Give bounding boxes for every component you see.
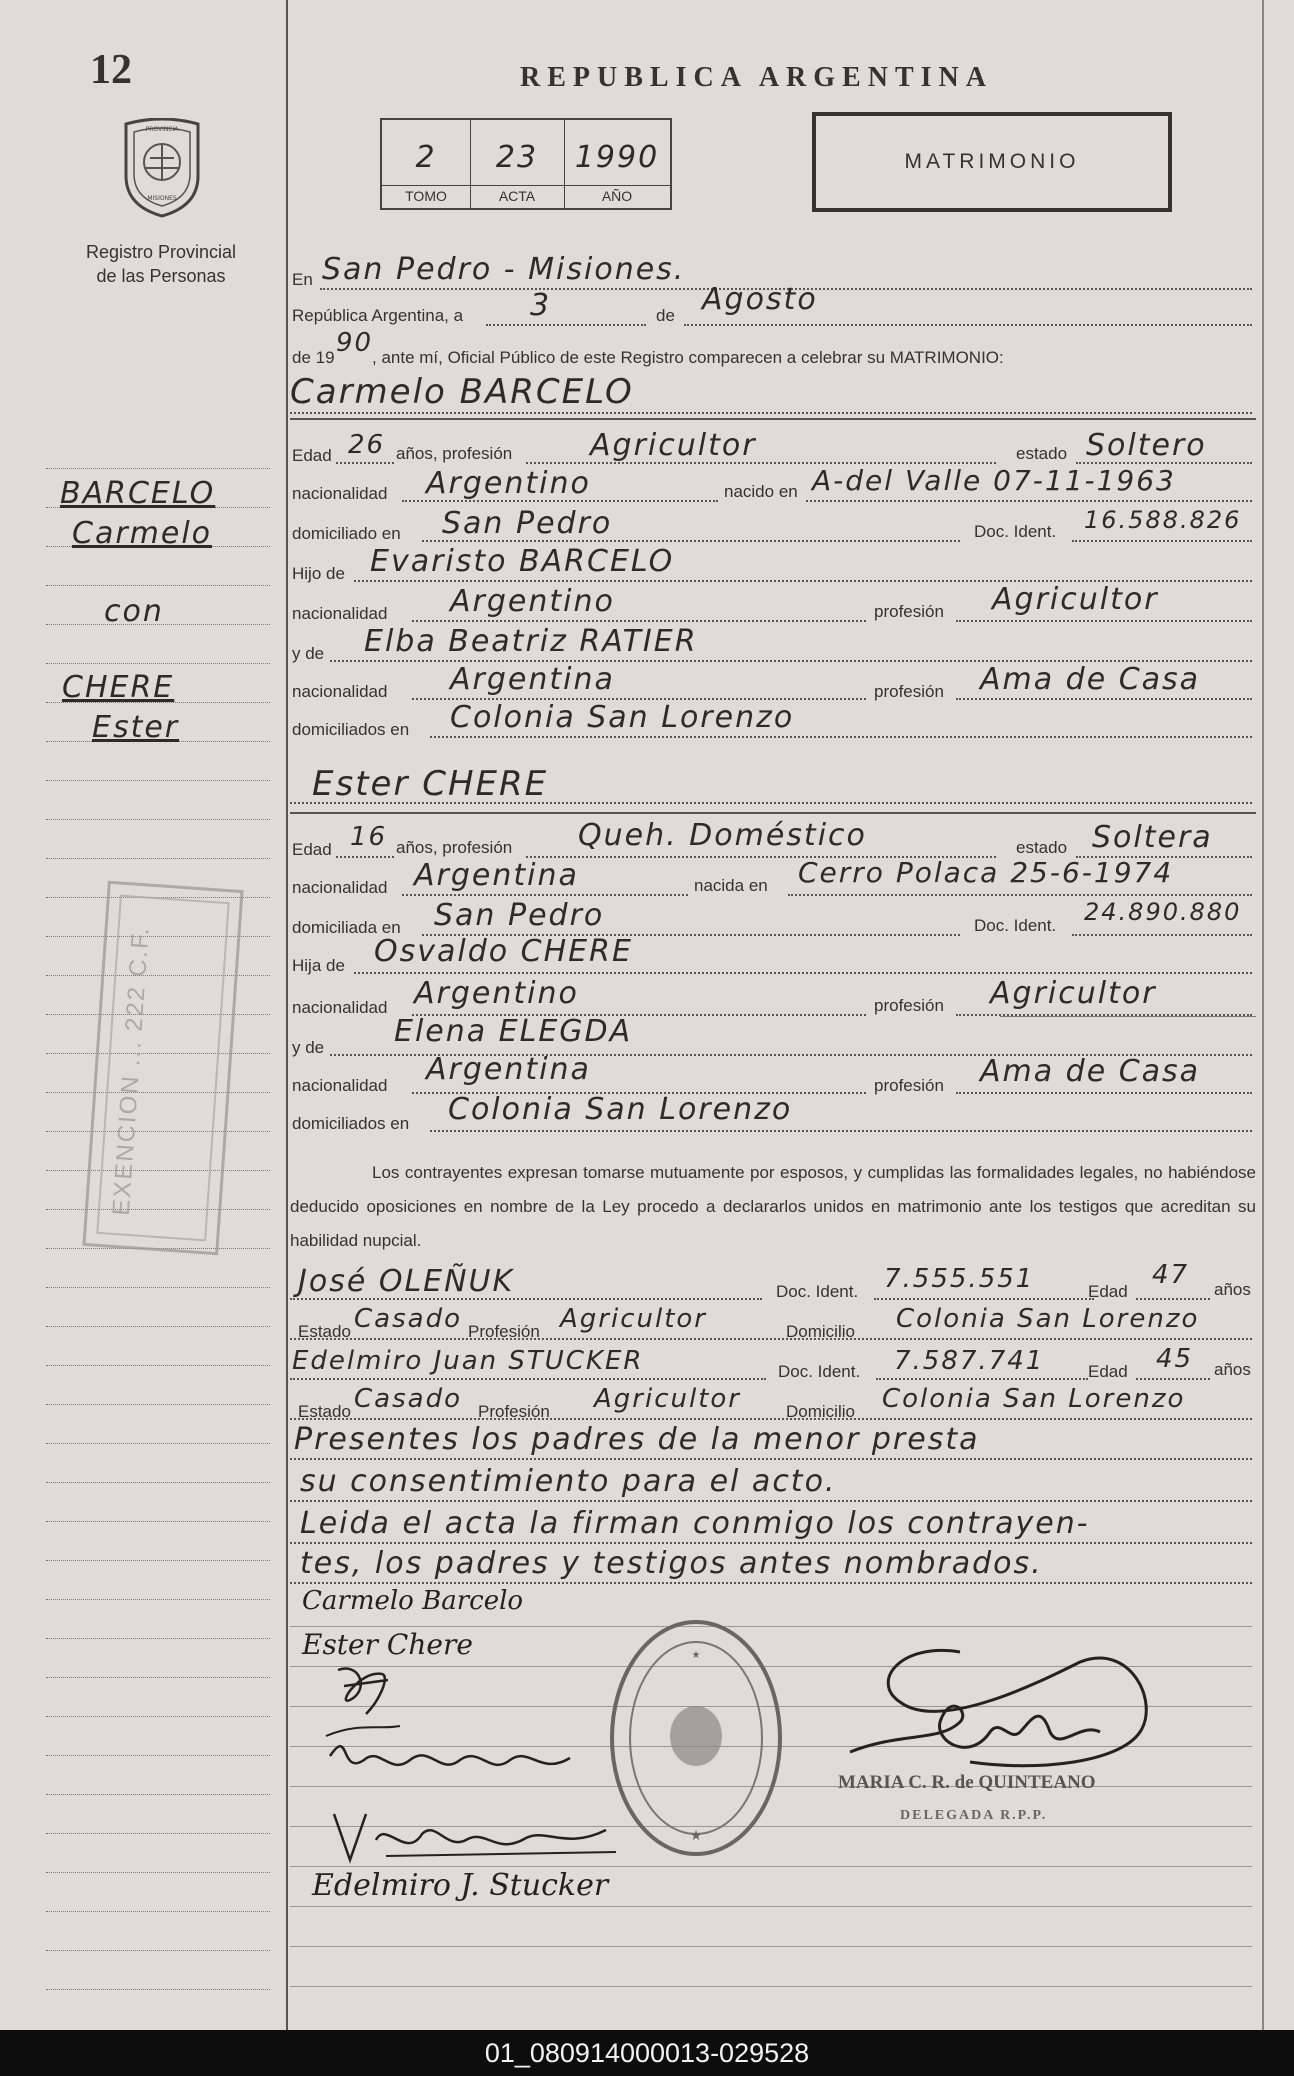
witness2-edad-label: Edad (1088, 1362, 1128, 1381)
margin-dotted-line (46, 585, 270, 586)
note-row-4 (290, 1544, 1256, 1584)
margin-dotted-line (46, 819, 270, 820)
bride-mother-nat-row (290, 1052, 1256, 1096)
groom-nacido: A-del Valle 07-11-1963 (812, 464, 1176, 497)
groom-father-nat-row (290, 584, 1256, 624)
margin-dotted-line (46, 1872, 270, 1873)
bride-name-row (290, 762, 1256, 808)
margin-con: con (104, 594, 164, 629)
groom-madre: Elba Beatriz RATIER (364, 624, 698, 659)
witness1-profesion: Agricultor (560, 1304, 707, 1334)
registry-name-line-1: Registro Provincial (85, 242, 237, 262)
bride-padre-nac: Argentino (414, 976, 579, 1011)
margin-dotted-line (46, 1326, 270, 1327)
witness2-name: Edelmiro Juan STUCKER (292, 1346, 644, 1376)
groom-anos-label: años, profesión (396, 444, 513, 463)
note-row-1 (290, 1420, 1256, 1460)
margin-dotted-line (46, 1950, 270, 1951)
bride-profesion: Queh. Doméstico (578, 818, 867, 853)
intro-day: 3 (530, 288, 552, 323)
intro-month: Agosto (702, 282, 818, 317)
bride-doc: 24.890.880 (1084, 898, 1242, 926)
tomo-value: 2 (415, 140, 437, 175)
svg-text:★: ★ (689, 1828, 703, 1844)
note-line-3: Leida el acta la firman conmigo los contrayen- (300, 1506, 1090, 1541)
provincial-seal-icon (118, 118, 206, 218)
margin-dotted-line (46, 1560, 270, 1561)
bride-name: Ester CHERE (312, 764, 549, 804)
groom-name-row (290, 370, 1256, 416)
bride-nationality-row (290, 856, 1256, 900)
witness2-doc: 7.587.741 (894, 1346, 1045, 1376)
margin-dotted-line (46, 1638, 270, 1639)
svg-text:★: ★ (691, 1650, 701, 1661)
groom-name: Carmelo BARCELO (290, 372, 634, 412)
bride-padre: Osvaldo CHERE (374, 934, 633, 969)
de-label: de (656, 306, 675, 325)
margin-dotted-line (46, 1404, 270, 1405)
groom-nationality-row (290, 466, 1256, 506)
margin-dotted-line (46, 1989, 270, 1990)
bride-father-row (290, 934, 1256, 978)
groom-doc: 16.588.826 (1084, 506, 1242, 534)
exemption-stamp-text: EXENCION ... 222 C.F. (107, 925, 155, 1217)
ano-cell (564, 120, 670, 208)
witness2-profesion: Agricultor (594, 1384, 741, 1414)
witness1-edad-label: Edad (1088, 1282, 1128, 1301)
bride-domicilio: San Pedro (434, 898, 605, 933)
year-prefix: de 19 (292, 348, 335, 367)
official-name: MARIA C. R. de QUINTEANO (838, 1772, 1096, 1793)
margin-name1-given: Carmelo (72, 516, 213, 551)
groom-mother-nat-row (290, 662, 1256, 702)
bride-edad: 16 (350, 822, 388, 852)
groom-domicile-row (290, 506, 1256, 546)
witness2-anos-label: años (1214, 1360, 1251, 1379)
intro-statement-row (290, 328, 1256, 374)
margin-dotted-line (46, 1287, 270, 1288)
bride-madre-label: y de (292, 1038, 325, 1057)
witness1-doc-label: Doc. Ident. (776, 1282, 859, 1301)
signature-groom: Carmelo Barcelo (302, 1586, 524, 1616)
signature-ruling-line (290, 1906, 1252, 1907)
bride-padre-prof-label: profesión (874, 996, 944, 1015)
tomo-cell (382, 120, 471, 208)
margin-dotted-line (46, 1833, 270, 1834)
bride-nacida-label: nacida en (694, 876, 768, 895)
tomo-label: TOMO (382, 185, 470, 204)
margin-dotted-line (46, 468, 270, 469)
note-row-3 (290, 1504, 1256, 1544)
official-seal-icon (608, 1618, 784, 1858)
bride-padres-dom-label: domiciliados en (292, 1114, 410, 1133)
groom-madre-prof-label: profesión (874, 682, 944, 701)
ano-label: AÑO (564, 185, 670, 204)
signature-bride: Ester Chere (302, 1628, 473, 1661)
witness2-details-row (290, 1380, 1256, 1420)
groom-profesion: Agricultor (590, 428, 757, 463)
witness1-edad: 47 (1152, 1260, 1190, 1290)
bride-top-rule (290, 812, 1256, 814)
groom-madre-nac-label: nacionalidad (292, 682, 388, 701)
bride-parents-domicile-row (290, 1092, 1256, 1136)
margin-dotted-line (46, 663, 270, 664)
margin-dotted-line (46, 1677, 270, 1678)
seal-top-text: PROVINCIA (145, 126, 179, 133)
signature-scribble-2 (320, 1716, 580, 1786)
bride-madre: Elena ELEGDA (394, 1014, 633, 1049)
ano-value: 1990 (574, 140, 660, 175)
intro-place: San Pedro - Misiones. (322, 252, 686, 287)
margin-name2-surname: CHERE (62, 670, 175, 705)
official-signature-scribble (840, 1622, 1170, 1792)
margin-dotted-line (46, 1911, 270, 1912)
bride-doc-label: Doc. Ident. (974, 916, 1057, 935)
groom-nac-label: nacionalidad (292, 484, 388, 503)
acta-cell (470, 120, 565, 208)
bride-nacida: Cerro Polaca 25-6-1974 (798, 856, 1174, 889)
groom-padres-dom: Colonia San Lorenzo (450, 700, 795, 735)
witness2-dom-label: Domicilio (786, 1402, 855, 1421)
bride-madre-prof: Ama de Casa (980, 1054, 1201, 1089)
bride-estado-label: estado (1016, 838, 1068, 857)
margin-dotted-line (46, 1482, 270, 1483)
note-line-1: Presentes los padres de la menor presta (294, 1422, 980, 1457)
groom-nacido-label: nacido en (724, 482, 798, 501)
witness2-domicilio: Colonia San Lorenzo (882, 1384, 1186, 1414)
bride-madre-prof-label: profesión (874, 1076, 944, 1095)
bride-estado: Soltera (1092, 820, 1213, 855)
groom-padre-label: Hijo de (292, 564, 345, 583)
bride-padre-label: Hija de (292, 956, 345, 975)
record-box (380, 118, 672, 210)
bride-nac-label: nacionalidad (292, 878, 388, 897)
margin-dotted-line (46, 858, 270, 859)
groom-estado-label: estado (1016, 444, 1068, 463)
witness1-estado-label: Estado (298, 1322, 351, 1341)
note-line-2: su consentimiento para el acto. (300, 1464, 837, 1499)
groom-edad: 26 (348, 430, 386, 460)
margin-dotted-line (46, 1794, 270, 1795)
exemption-stamp (82, 881, 243, 1256)
witness1-anos-label: años (1214, 1280, 1251, 1299)
page-number: 12 (90, 47, 132, 93)
signature-scribble-1 (330, 1660, 400, 1720)
signature-witness2: Edelmiro J. Stucker (312, 1868, 609, 1903)
groom-padre-prof: Agricultor (992, 582, 1159, 617)
note-line-4: tes, los padres y testigos antes nombrados. (300, 1546, 1043, 1581)
registry-name (56, 240, 266, 288)
margin-dotted-line (46, 1599, 270, 1600)
groom-mother-row (290, 622, 1256, 662)
groom-age-row (290, 426, 1256, 466)
witness1-prof-label: Profesión (468, 1322, 540, 1341)
record-type: MATRIMONIO (812, 112, 1172, 212)
groom-dom-label: domiciliado en (292, 524, 401, 543)
witness2-estado-label: Estado (298, 1402, 351, 1421)
margin-name1-surname: BARCELO (60, 476, 216, 511)
witness1-domicilio: Colonia San Lorenzo (896, 1304, 1200, 1334)
bride-padre-nac-label: nacionalidad (292, 998, 388, 1017)
witness1-dom-label: Domicilio (786, 1322, 855, 1341)
note-row-2 (290, 1462, 1256, 1502)
witness1-estado: Casado (354, 1304, 462, 1334)
bride-father-nat-row (290, 978, 1256, 1018)
margin-name2-given: Ester (92, 710, 180, 745)
witness2-doc-label: Doc. Ident. (778, 1362, 861, 1381)
groom-madre-prof: Ama de Casa (980, 662, 1201, 697)
groom-top-rule (290, 418, 1256, 420)
declaration-text: Los contrayentes expresan tomarse mutuamente por esposos, y cumplidas las formalidades legales, no habiéndose deducido oposiciones en nombre de la Ley procedo a declararlos unidos en matrimonio ante los testigos que acreditan su habilidad nupcial. (290, 1163, 1256, 1250)
bride-mother-row (290, 1016, 1256, 1056)
bride-madre-nac: Argentina (426, 1052, 591, 1087)
signature-ruling-line (290, 1946, 1252, 1947)
groom-padre-prof-label: profesión (874, 602, 944, 621)
witness1-details-row (290, 1300, 1256, 1340)
signature-scribble-3 (326, 1800, 626, 1870)
groom-padres-dom-label: domiciliados en (292, 720, 410, 739)
witness2-row (290, 1342, 1256, 1382)
groom-nacionalidad: Argentino (426, 466, 591, 501)
witness1-doc: 7.555.551 (884, 1264, 1035, 1294)
groom-parents-domicile-row (290, 700, 1256, 740)
margin-dotted-line (46, 1716, 270, 1717)
bride-edad-label: Edad (292, 840, 332, 859)
intro-date-row (290, 282, 1256, 330)
groom-padre: Evaristo BARCELO (370, 544, 675, 579)
intro-statement: , ante mí, Oficial Público de este Registro comparecen a celebrar su MATRIMONIO: (372, 348, 1004, 367)
groom-padre-nac-label: nacionalidad (292, 604, 388, 623)
groom-padre-nac: Argentino (450, 584, 615, 619)
margin-rule (286, 0, 288, 2030)
country-title: REPUBLICA ARGENTINA (520, 62, 993, 93)
witness1-name: José OLEÑUK (298, 1264, 515, 1299)
witness2-prof-label: Profesión (478, 1402, 550, 1421)
acta-label: ACTA (470, 185, 564, 204)
registry-name-line-2: de las Personas (96, 266, 226, 286)
groom-madre-label: y de (292, 644, 325, 663)
en-label: En (292, 270, 313, 289)
groom-estado: Soltero (1086, 428, 1207, 463)
witness1-row (290, 1262, 1256, 1302)
bride-padres-dom: Colonia San Lorenzo (448, 1092, 793, 1127)
seal-bottom-text: MISIONES (147, 195, 177, 202)
bride-nacionalidad: Argentina (414, 858, 579, 893)
groom-edad-label: Edad (292, 446, 332, 465)
acta-value: 23 (495, 140, 539, 175)
page-edge-rule (1262, 0, 1264, 2030)
margin-dotted-line (46, 780, 270, 781)
groom-father-row (290, 544, 1256, 584)
margin-dotted-line (46, 1443, 270, 1444)
bride-padre-prof: Agricultor (990, 976, 1157, 1011)
groom-doc-label: Doc. Ident. (974, 522, 1057, 541)
intro-year: 90 (336, 328, 374, 358)
signature-ruling-line (290, 1986, 1252, 1987)
margin-dotted-line (46, 1365, 270, 1366)
republica-label: República Argentina, a (292, 306, 464, 325)
witness2-estado: Casado (354, 1384, 462, 1414)
bride-dom-label: domiciliada en (292, 918, 401, 937)
bride-anos-label: años, profesión (396, 838, 513, 857)
groom-madre-nac: Argentina (450, 662, 615, 697)
witness2-edad: 45 (1156, 1344, 1194, 1374)
margin-dotted-line (46, 1755, 270, 1756)
groom-domicilio: San Pedro (442, 506, 613, 541)
official-title: DELEGADA R.P.P. (900, 1808, 1048, 1823)
margin-dotted-line (46, 1521, 270, 1522)
image-caption: 01_080914000013-029528 (0, 2030, 1294, 2076)
bride-madre-nac-label: nacionalidad (292, 1076, 388, 1095)
